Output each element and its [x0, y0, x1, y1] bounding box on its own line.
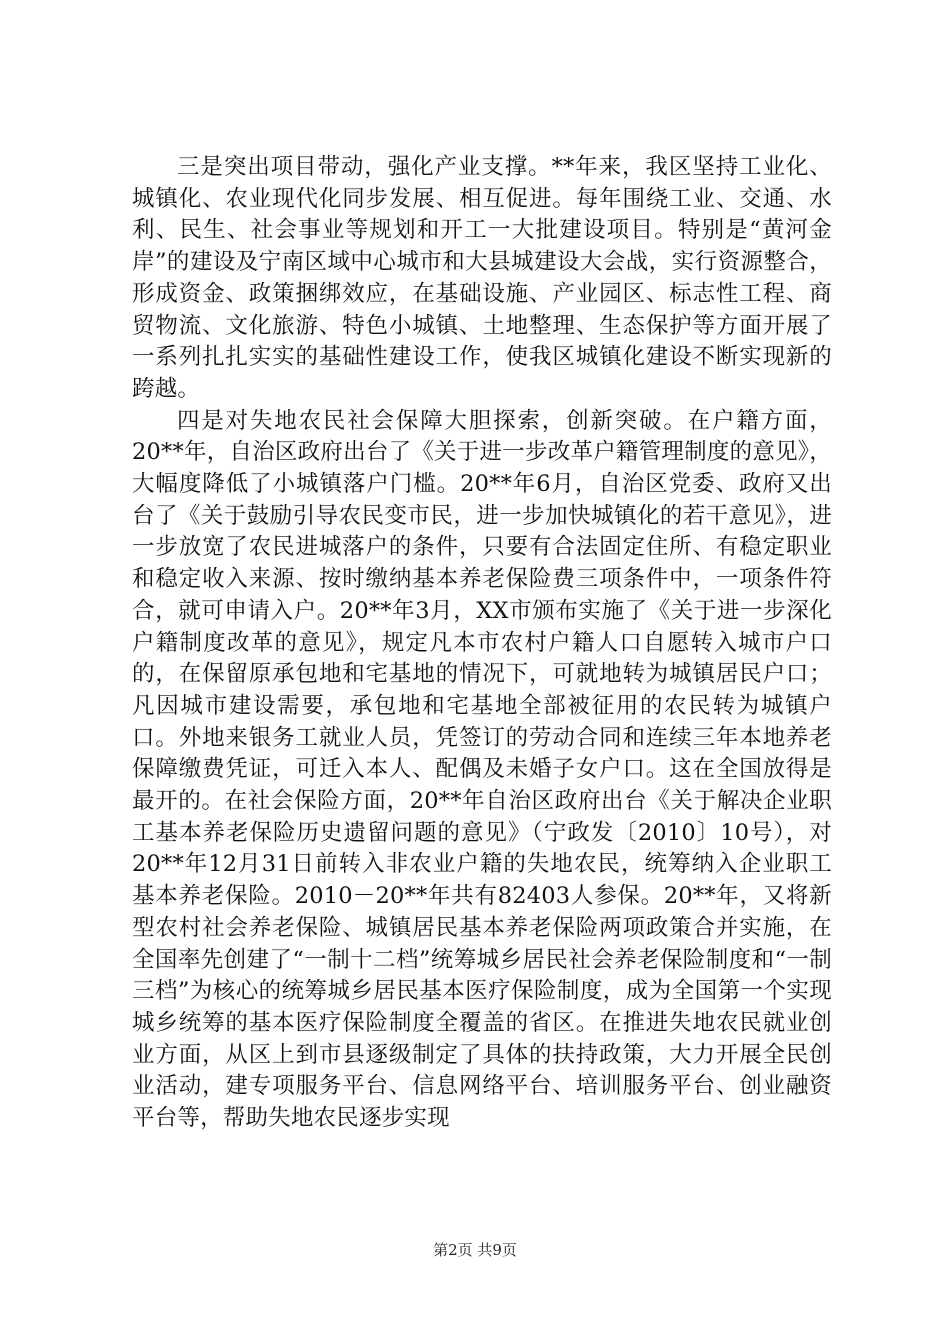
paragraph-2: 四是对失地农民社会保障大胆探索，创新突破。在户籍方面，20**年，自治区政府出台了《关于进一步改革户籍管理制度的意见》，大幅度降低了小城镇落户门槛。20**年6月，自治区党委、政府又出台了《关于鼓励引导农民变市民，进一步加快城镇化的若干意见》，进一步放宽了农民进城落户的条件，只要有合法固定住所、有稳定职业和稳定收入来源、按时缴纳基本养老保险费三项条件中，一项条件符合，就可申请入户。20**年3月，XX市颁布实施了《关于进一步深化户籍制度改革的意见》，规定凡本市农村户籍人口自愿转入城市户口的，在保留原承包地和宅基地的情况下，可就地转为城镇居民户口；凡因城市建设需要，承包地和宅基地全部被征用的农民转为城镇户口。外地来银务工就业人员，凭签订的劳动合同和连续三年本地养老保障缴费凭证，可迁入本人、配偶及未婚子女户口。这在全国放得是最开的。在社会保险方面，20**年自治区政府出台《关于解决企业职工基本养老保险历史遗留问题的意见》（宁政发〔2010〕10号），对20**年12月31日前转入非农业户籍的失地农民，统筹纳入企业职工基本养老保险。2010－20**年共有82403人参保。20**年，又将新型农村社会养老保险、城镇居民基本养老保险两项政策合并实施，在全国率先创建了“一制十二档”统筹城乡居民社会养老保险制度和“一制三档”为核心的统筹城乡居民基本医疗保险制度，成为全国第一个实现城乡统筹的基本医疗保险制度全覆盖的省区。在推进失地农民就业创业方面，从区上到市县逐级制定了具体的扶持政策，大力开展全民创业活动，建专项服务平台、信息网络平台、培训服务平台、创业融资平台等，帮助失地农民逐步实现: [132, 407, 832, 1132]
paragraph-1: 三是突出项目带动，强化产业支撑。**年来，我区坚持工业化、城镇化、农业现代化同步发展、相互促进。每年围绕工业、交通、水利、民生、社会事业等规划和开工一大批建设项目。特别是“黄河金岸”的建设及宁南区域中心城市和大县城建设大会战，实行资源整合，形成资金、政策捆绑效应，在基础设施、产业园区、标志性工程、商贸物流、文化旅游、特色小城镇、土地整理、生态保护等方面开展了一系列扎扎实实的基础性建设工作，使我区城镇化建设不断实现新的跨越。: [132, 154, 832, 402]
page-footer: [0, 1240, 950, 1260]
document-body: [132, 152, 832, 1135]
page-number: 第2页 共9页: [433, 1241, 517, 1259]
